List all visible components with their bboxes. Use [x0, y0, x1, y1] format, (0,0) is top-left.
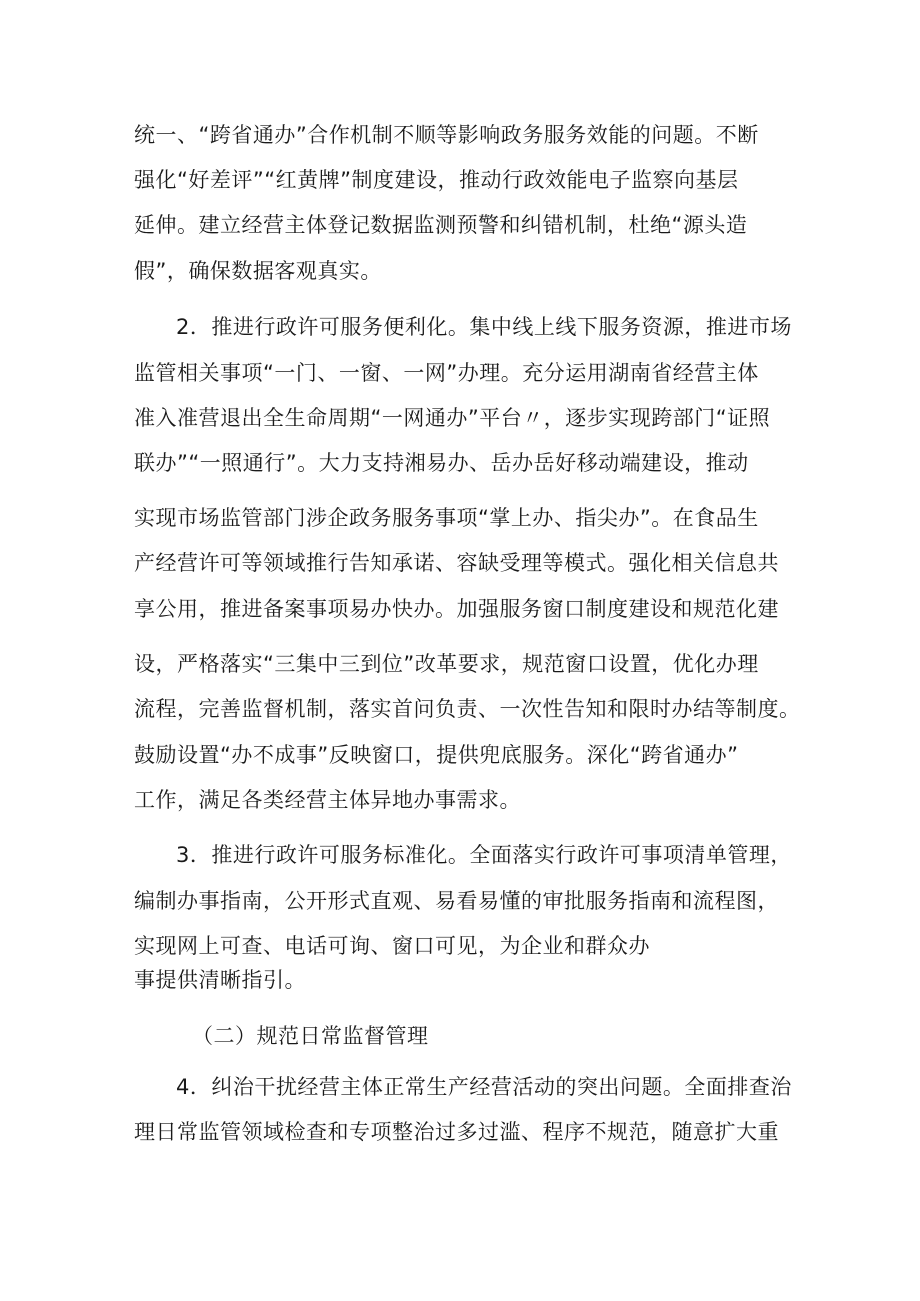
text-line: 联办”“一照通行”。大力支持湘易办、岳办岳好移动端建设，推动	[134, 451, 749, 475]
paragraph-heading-4: 4．纠治干扰经营主体正常生产经营活动的突出问题。全面排查治	[176, 1075, 792, 1099]
text-line: 事提供清晰指引。	[134, 968, 306, 992]
text-line: 享公用，推进备案事项易办快办。加强服务窗口制度建设和规范化建	[134, 597, 779, 621]
text-line: 鼓励设置“办不成事”反映窗口，提供兜底服务。深化“跨省通办”	[134, 743, 739, 767]
text-line: 延伸。建立经营主体登记数据监测预警和纠错机制，杜绝“源头造	[134, 213, 748, 237]
text-line: 强化“好差评”“红黄牌”制度建设，推动行政效能电子监察向基层	[134, 168, 739, 192]
text-line: 设，严格落实“三集中三到位”改革要求，规范窗口设置，优化办理	[134, 652, 759, 676]
paragraph-heading-2: 2．推进行政许可服务便利化。集中线上线下服务资源，推进市场	[176, 315, 792, 339]
text-line: 编制办事指南，公开形式直观、易看易懂的审批服务指南和流程图，	[134, 889, 779, 913]
text-line: 实现网上可查、电话可询、窗口可见，为企业和群众办	[134, 934, 650, 958]
text-line: 实现市场监管部门涉企政务服务事项“掌上办、指尖办”。在食品生	[134, 506, 759, 530]
text-line: 假”，确保数据客观真实。	[134, 259, 382, 283]
text-line: 理日常监管领域检查和专项整治过多过滥、程序不规范，随意扩大重	[134, 1120, 779, 1144]
paragraph-heading-3: 3．推进行政许可服务标准化。全面落实行政许可事项清单管理，	[176, 843, 792, 867]
text-line: 流程，完善监督机制，落实首问负责、一次性告知和限时办结等制度。	[134, 697, 801, 721]
text-line: 准入准营退出全生命周期“一网通办”平台〃，逐步实现跨部门“证照	[134, 406, 771, 430]
text-line: 产经营许可等领域推行告知承诺、容缺受理等模式。强化相关信息共	[134, 551, 779, 575]
section-heading: （二）规范日常监督管理	[192, 1024, 429, 1048]
text-line: 统一、“跨省通办”合作机制不顺等影响政务服务效能的问题。不断	[134, 123, 759, 147]
text-line: 监管相关事项“一门、一窗、一网”办理。充分运用湖南省经营主体	[134, 361, 759, 385]
text-line: 工作，满足各类经营主体异地办事需求。	[134, 788, 521, 812]
